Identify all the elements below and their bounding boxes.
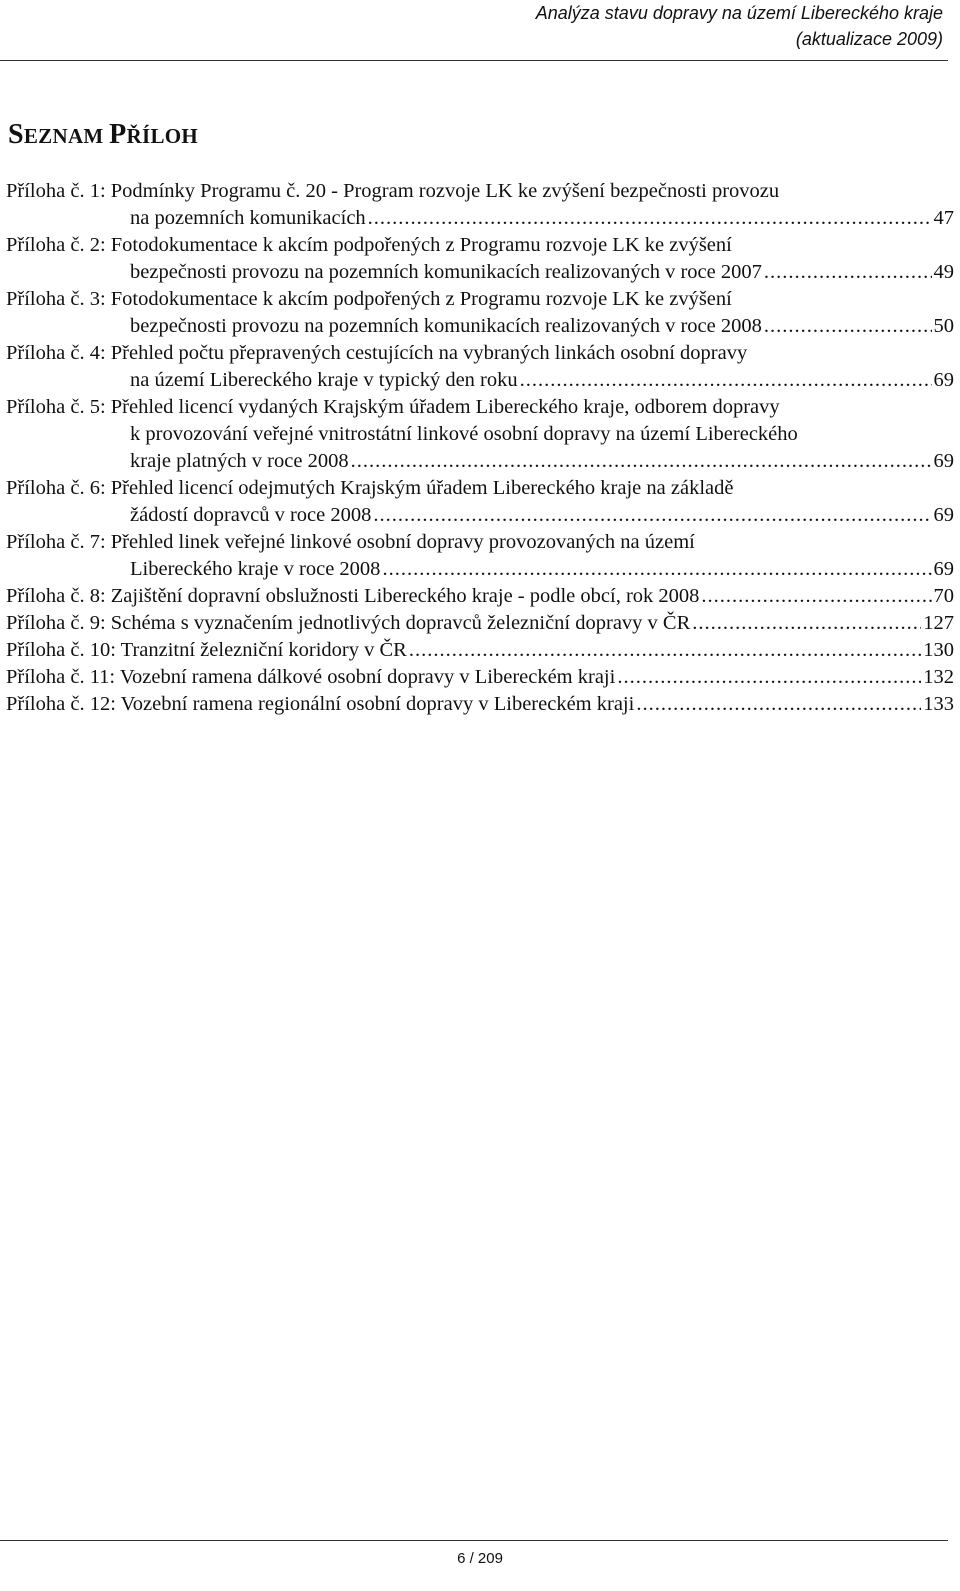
toc-entry-last-line bbox=[6, 502, 954, 529]
toc-entry-line: bezpečnosti provozu na pozemních komunikacích realizovaných v roce 2008 bbox=[130, 315, 762, 337]
toc-page-number[interactable]: 69 bbox=[933, 558, 954, 580]
header-subtitle-line: (aktualizace 2009) bbox=[795, 29, 943, 49]
toc-page-number[interactable]: 133 bbox=[923, 693, 954, 715]
toc-dot-leader bbox=[373, 502, 931, 529]
toc-entry-last-line bbox=[6, 313, 954, 340]
toc-entry-line: k provozování veřejné vnitrostátní linkové osobní dopravy na území Libereckého bbox=[130, 423, 798, 445]
title-initial-s: S bbox=[8, 119, 24, 150]
toc-entry[interactable] bbox=[6, 232, 954, 286]
toc-entry-last-line bbox=[6, 205, 954, 232]
toc-dot-leader bbox=[636, 691, 921, 718]
toc-page-number[interactable]: 69 bbox=[933, 450, 954, 472]
toc-dot-leader bbox=[520, 367, 932, 394]
toc-entry[interactable] bbox=[6, 340, 954, 394]
toc-entry-line: Libereckého kraje v roce 2008 bbox=[130, 558, 381, 580]
toc-entry-line: Příloha č. 3: Fotodokumentace k akcím podpořených z Programu rozvoje LK ke zvýšení bbox=[6, 288, 732, 310]
toc-dot-leader bbox=[382, 556, 931, 583]
toc-entry-line: bezpečnosti provozu na pozemních komunikacích realizovaných v roce 2007 bbox=[130, 261, 762, 283]
toc-entry[interactable] bbox=[6, 394, 954, 475]
toc-page-number[interactable]: 69 bbox=[933, 504, 954, 526]
toc-dot-leader bbox=[692, 610, 921, 637]
header-title-line: Analýza stavu dopravy na území Libereckého kraje bbox=[535, 3, 943, 23]
toc-entry-last-line bbox=[6, 664, 954, 691]
toc-entry-last-line bbox=[6, 448, 954, 475]
toc-page-number[interactable]: 70 bbox=[933, 585, 954, 607]
toc-entry[interactable] bbox=[6, 610, 954, 637]
title-rest-1: EZNAM bbox=[23, 124, 110, 148]
toc-entry-last-line bbox=[6, 691, 954, 718]
table-of-contents bbox=[6, 178, 954, 718]
toc-entry-line: Příloha č. 2: Fotodokumentace k akcím podpořených z Programu rozvoje LK ke zvýšení bbox=[6, 234, 732, 256]
toc-dot-leader bbox=[351, 448, 932, 475]
toc-entry-line: Příloha č. 6: Přehled licencí odejmutých Krajským úřadem Libereckého kraje na základě bbox=[6, 477, 734, 499]
toc-entry-last-line bbox=[6, 637, 954, 664]
toc-entry-line: Příloha č. 1: Podmínky Programu č. 20 - Program rozvoje LK ke zvýšení bezpečnosti provozu bbox=[6, 180, 780, 202]
page-title bbox=[8, 118, 198, 153]
footer-divider bbox=[0, 1540, 948, 1541]
toc-page-number[interactable]: 130 bbox=[923, 639, 954, 661]
toc-entry[interactable] bbox=[6, 664, 954, 691]
toc-entry-line: žádostí dopravců v roce 2008 bbox=[130, 504, 372, 526]
toc-entry[interactable] bbox=[6, 691, 954, 718]
toc-entry-line: Příloha č. 8: Zajištění dopravní obslužnosti Libereckého kraje - podle obcí, rok 2008 bbox=[6, 585, 700, 607]
toc-entry-line: Příloha č. 12: Vozební ramena regionální osobní dopravy v Libereckém kraji bbox=[6, 693, 635, 715]
toc-entry-line: Příloha č. 9: Schéma s vyznačením jednotlivých dopravců železniční dopravy v ČR bbox=[6, 612, 691, 634]
toc-dot-leader bbox=[617, 664, 921, 691]
toc-entry-line: na území Libereckého kraje v typický den roku bbox=[130, 369, 518, 391]
toc-entry-last-line bbox=[6, 610, 954, 637]
toc-page-number[interactable]: 49 bbox=[933, 261, 954, 283]
toc-entry-line: Příloha č. 11: Vozební ramena dálkové osobní dopravy v Libereckém kraji bbox=[6, 666, 616, 688]
toc-entry-line: na pozemních komunikacích bbox=[130, 207, 366, 229]
toc-dot-leader bbox=[409, 637, 921, 664]
toc-entry-line: kraje platných v roce 2008 bbox=[130, 450, 349, 472]
toc-page-number[interactable]: 132 bbox=[923, 666, 954, 688]
toc-page-number[interactable]: 127 bbox=[923, 612, 954, 634]
toc-entry-last-line bbox=[6, 556, 954, 583]
header-divider bbox=[0, 60, 948, 61]
title-rest-2: ŘÍLOH bbox=[126, 124, 199, 148]
toc-page-number[interactable]: 47 bbox=[933, 207, 954, 229]
title-initial-p: P bbox=[109, 119, 127, 150]
toc-entry-line: Příloha č. 7: Přehled linek veřejné linkové osobní dopravy provozovaných na území bbox=[6, 531, 695, 553]
toc-entry-line: Příloha č. 5: Přehled licencí vydaných Krajským úřadem Libereckého kraje, odborem dopravy bbox=[6, 396, 780, 418]
toc-dot-leader bbox=[701, 583, 931, 610]
toc-entry[interactable] bbox=[6, 529, 954, 583]
toc-entry[interactable] bbox=[6, 178, 954, 232]
toc-page-number[interactable]: 69 bbox=[933, 369, 954, 391]
toc-entry-last-line bbox=[6, 259, 954, 286]
toc-entry-last-line bbox=[6, 367, 954, 394]
toc-entry[interactable] bbox=[6, 286, 954, 340]
toc-entry[interactable] bbox=[6, 637, 954, 664]
toc-dot-leader bbox=[764, 259, 932, 286]
toc-dot-leader bbox=[764, 313, 932, 340]
running-header bbox=[536, 0, 943, 52]
toc-entry-last-line bbox=[6, 583, 954, 610]
toc-entry-line: Příloha č. 10: Tranzitní železniční koridory v ČR bbox=[6, 639, 407, 661]
toc-entry-line: Příloha č. 4: Přehled počtu přepravených cestujících na vybraných linkách osobní dopravy bbox=[6, 342, 748, 364]
toc-dot-leader bbox=[368, 205, 932, 232]
toc-entry[interactable] bbox=[6, 475, 954, 529]
toc-entry[interactable] bbox=[6, 583, 954, 610]
toc-page-number[interactable]: 50 bbox=[933, 315, 954, 337]
page-number: 6 / 209 bbox=[457, 1550, 503, 1567]
